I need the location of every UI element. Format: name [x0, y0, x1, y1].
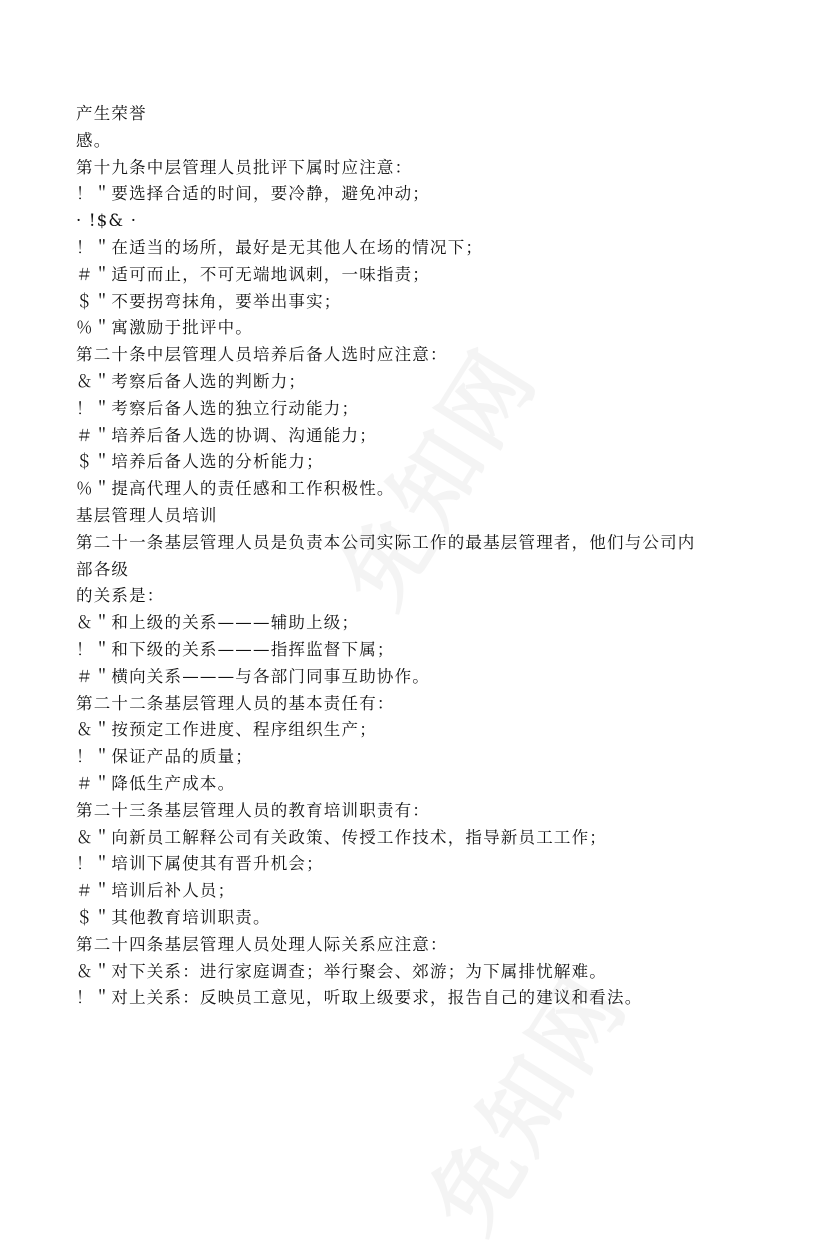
text-line: 感。: [76, 130, 112, 150]
list-item: ＃＂培训后补人员；: [76, 881, 236, 901]
list-item: ＃＂横向关系———与各部门同事互助协作。: [76, 666, 430, 686]
list-item: ＆＂向新员工解释公司有关政策、传授工作技术，指导新员工工作；: [76, 827, 607, 847]
list-item: ！＂要选择合适的时间，要冷静，避免冲动；: [76, 184, 430, 204]
list-item: ％＂提高代理人的责任感和工作积极性。: [76, 479, 395, 499]
list-item: ＃＂培养后备人选的协调、沟通能力；: [76, 425, 377, 445]
list-item: ！＂对上关系：反映员工意见，听取上级要求，报告自己的建议和看法。: [76, 988, 643, 1008]
list-item: ％＂寓激励于批评中。: [76, 318, 253, 338]
list-item: ！＂在适当的场所，最好是无其他人在场的情况下；: [76, 237, 484, 257]
list-item: ＄＂其他教育培训职责。: [76, 907, 271, 927]
list-item: ＃＂适可而止，不可无端地讽刺，一味指责；: [76, 264, 430, 284]
list-item: ！＂培训下属使其有晋升机会；: [76, 854, 324, 874]
list-item: ！＂考察后备人选的独立行动能力；: [76, 398, 360, 418]
text-line: 的关系是：: [76, 586, 165, 606]
article-heading: 第二十二条基层管理人员的基本责任有：: [76, 693, 395, 713]
list-item: ＄＂不要拐弯抹角，要举出事实；: [76, 291, 342, 311]
list-item: ＆＂和上级的关系———辅助上级；: [76, 613, 360, 633]
list-item: ！＂保证产品的质量；: [76, 747, 253, 767]
article-heading: 第二十条中层管理人员培养后备人选时应注意：: [76, 345, 448, 365]
text-line: 部各级: [76, 559, 130, 579]
list-item: ＆＂按预定工作进度、程序组织生产；: [76, 720, 377, 740]
article-heading: 第二十三条基层管理人员的教育培训职责有：: [76, 800, 430, 820]
section-heading: 基层管理人员培训: [76, 505, 218, 525]
text-line: 产生荣誉: [76, 104, 147, 123]
article-heading: 第二十四条基层管理人员处理人际关系应注意：: [76, 934, 448, 954]
list-item: ！＂和下级的关系———指挥监督下属；: [76, 639, 395, 659]
document-body: [76, 101, 766, 1012]
list-item: ＆＂对下关系：进行家庭调查；举行聚会、郊游；为下属排忧解难。: [76, 961, 607, 981]
article-heading: 第二十一条基层管理人员是负责本公司实际工作的最基层管理者，他们与公司内: [76, 532, 696, 552]
list-item: ＆＂考察后备人选的判断力；: [76, 371, 307, 391]
article-heading: 第十九条中层管理人员批评下属时应注意：: [76, 157, 413, 177]
text-line: · !$& ·: [76, 211, 138, 231]
list-item: ＃＂降低生产成本。: [76, 773, 236, 793]
list-item: ＄＂培养后备人选的分析能力；: [76, 452, 324, 472]
